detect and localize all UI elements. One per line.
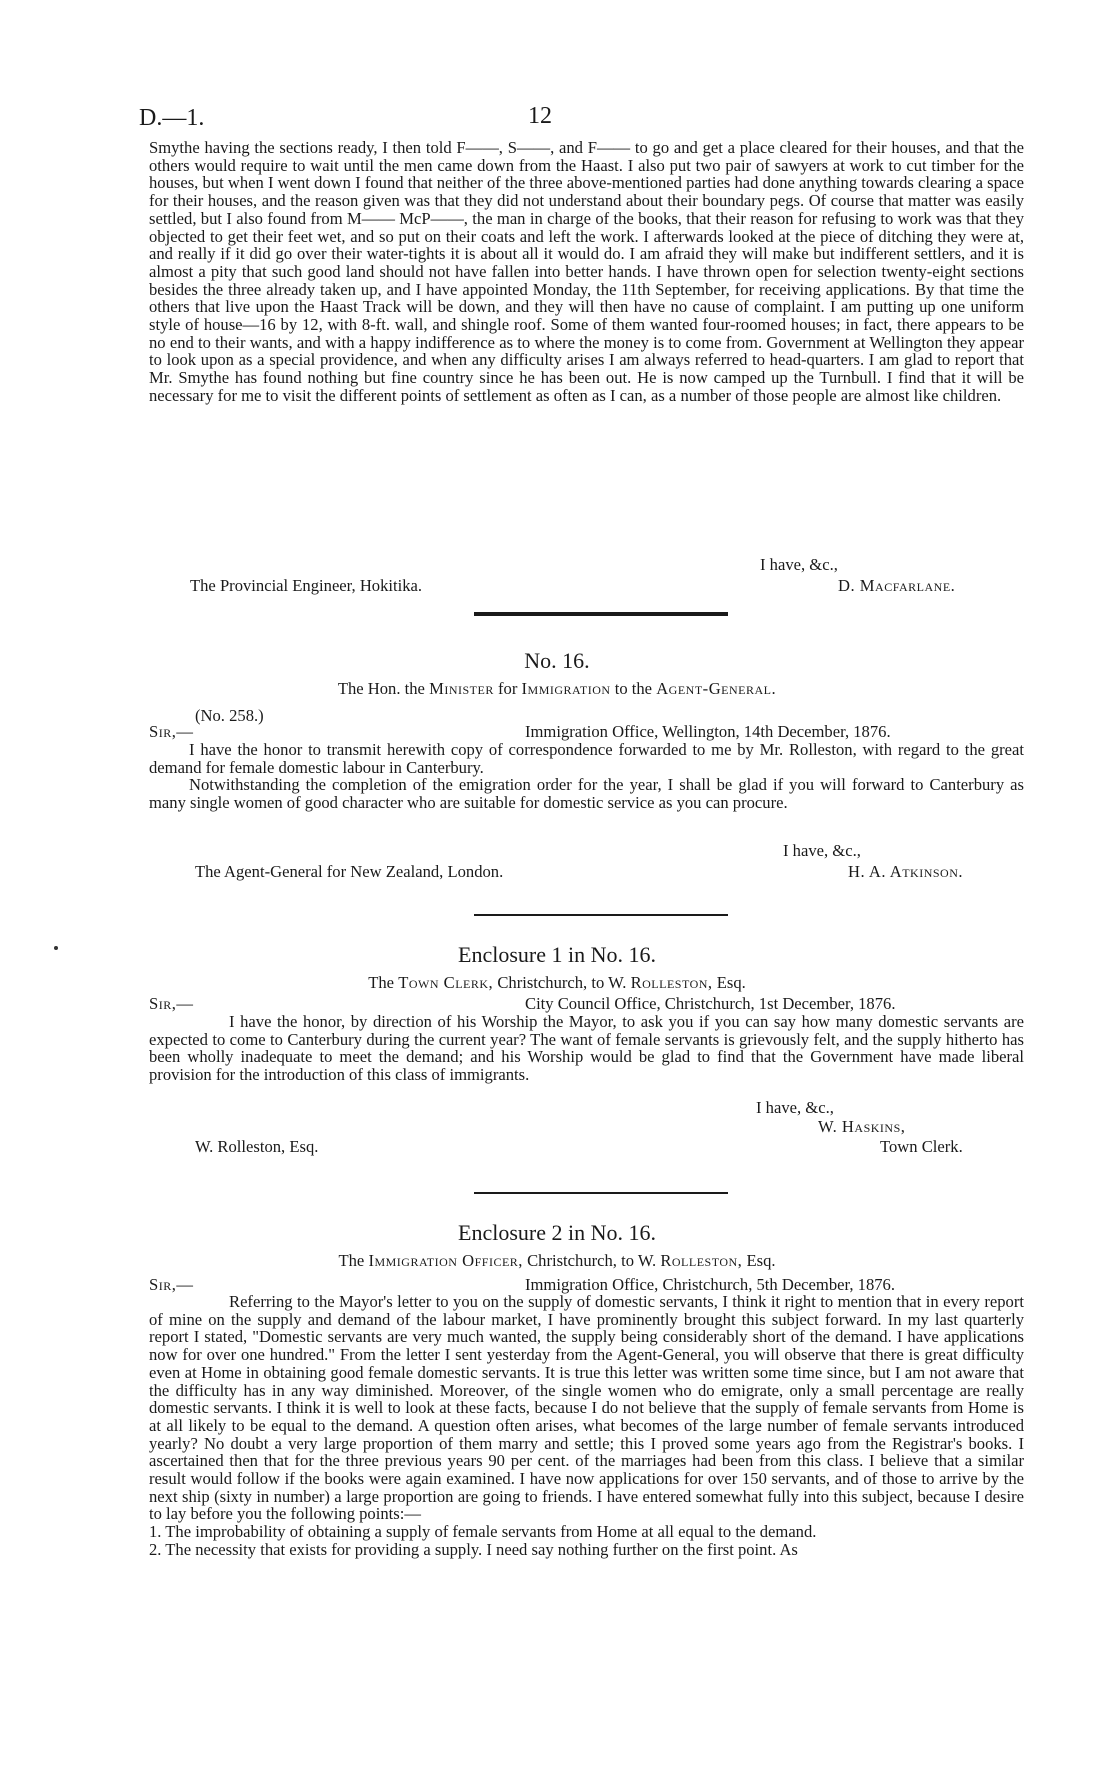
- paragraph: Notwithstanding the completion of the emigration order for the year, I shall be glad if you will forward to Canterbury as many single women of good character who are suitable for domestic service as you can procure.: [149, 775, 1024, 813]
- enclosure-2-body: [149, 1293, 1024, 1559]
- dateline: City Council Office, Christchurch, 1st December, 1876.: [525, 994, 896, 1013]
- subtitle-part: The Hon. the: [337, 679, 425, 698]
- no16-body: [149, 741, 1024, 812]
- subtitle-part: Esq.: [716, 973, 746, 992]
- closing: I have, &c.,: [783, 841, 861, 860]
- addressee: W. Rolleston, Esq.: [195, 1137, 319, 1156]
- continued-letter-paragraph: Smythe having the sections ready, I then told F——, S——, and F—— to go and get a place cleared for their houses, and that the others would require to wait until the men came down from the Haast. I also put two pair of sawyers at work to cut timber for the houses, but when I went down I found that neither of the three above-mentioned parties had done anything towards clearing a space for their houses, and the reason given was that they did not understand about their boundary pegs. Of course that matter was easily settled, but I also found from M—— McP——, the man in charge of the books, that their reason for refusing to work was that they objected to get their feet wet, and so put on their coats and left the work. I afterwards looked at the piece of ditching they were at, and really if it did go over their water-tights it is about all it would do. I am afraid they will make but indifferent settlers, and it is almost a pity that such good land should not have fallen into better hands. I have thrown open for selection twenty-eight sections besides the three already taken up, and I have appointed Monday, the 11th September, for receiving applications. By that time the others that live upon the Haast Track will be down, and they will then have no cause of complaint. I am putting up one uniform style of house—16 by 12, with 8-ft. wall, and shingle roof. Some of them wanted four-roomed houses; in fact, there appears to be no end to their wants, and with a happy indifference as to where the money is to come from. Government at Wellington they appear to look upon as a special providence, and when any difficulty arises I am always referred to head-quarters. I am glad to report that Mr. Smythe has found nothing but fine country since he has been out. He is now camped up the Turnbull. I find that it will be necessary for me to visit the different points of settlement as often as I can, as a number of those people are almost like children.: [149, 138, 1024, 405]
- subtitle-part: The: [338, 1251, 365, 1270]
- subtitle-part: to the: [614, 679, 653, 698]
- subtitle-part: for: [498, 679, 518, 698]
- paragraph: Referring to the Mayor's letter to you on the supply of domestic servants, I think it right to mention that in every report of mine on the supply and demand of the labour market, I have prominently brought this subject forward. In my last quarterly report I stated, "Domestic servants are very much wanted, the supply being considerably short of the demand. I have applications now for over one hundred." From the letter I sent yesterday from the Agent-General, you will observe that there is great difficulty even at Home in obtaining good female domestic servants. It is true this letter was written some time since, but I am not aware that the difficulty has in any way diminished. Moreover, of the single women who do emigrate, only a small percentage are really domestic servants. I think it is well to look at these facts, because I do not believe that the supply of female servants from Home is at all likely to be equal to the demand. A question often arises, what becomes of the large number of female servants introduced yearly? No doubt a very large proportion of them marry and settle; this I proved some years ago from the Registrar's books. I ascertained then that for the three previous years 90 per cent. of the marriages had been from this class. I believe that a similar result would follow if the books were again examined. I have now applications for over 150 servants, and of those to arrive by the next ship (sixty in number) a large proportion are going to friends. I have entered somewhat fully into this subject, because I desire to lay before you the following points:—: [149, 1292, 1024, 1524]
- continued-letter-body: [149, 139, 1024, 405]
- subtitle-part: Town Clerk,: [398, 973, 494, 992]
- subtitle-part: Immigration Officer,: [368, 1251, 523, 1270]
- signatory-title: Town Clerk.: [880, 1137, 963, 1156]
- subtitle-part: Esq.: [746, 1251, 776, 1270]
- section-title-enclosure-1: Enclosure 1 in No. 16.: [458, 942, 656, 967]
- closing: I have, &c.,: [756, 1098, 834, 1117]
- letter-reference-number: (No. 258.): [195, 706, 264, 725]
- salutation: Sir,—: [149, 1275, 194, 1294]
- enclosure-1-body: [149, 1013, 1024, 1084]
- addressee: The Agent-General for New Zealand, London.: [195, 862, 504, 881]
- subtitle-part: Christchurch, to W.: [527, 1251, 657, 1270]
- section-title-enclosure-2: Enclosure 2 in No. 16.: [458, 1220, 656, 1245]
- subtitle-part: Immigration: [521, 679, 611, 698]
- subtitle-part: Agent-General.: [656, 679, 777, 698]
- section-divider: [474, 1192, 728, 1194]
- document-reference: D.—1.: [139, 105, 205, 131]
- numbered-point: 2. The necessity that exists for providing a supply. I need say nothing further on the first point. As: [149, 1539, 798, 1559]
- subtitle-part: Minister: [429, 679, 494, 698]
- subtitle-part: Rolleston,: [660, 1251, 743, 1270]
- paragraph: I have the honor, by direction of his Worship the Mayor, to ask you if you can say how many domestic servants are expected to come to Canterbury during the current year? The want of female servants is grievously felt, and the supply hitherto has been wholly inadequate to meet the demand; and his Worship would be glad to find that the Government have made liberal provision for the introduction of this class of immigrants.: [149, 1012, 1024, 1085]
- dateline: Immigration Office, Wellington, 14th December, 1876.: [525, 722, 891, 741]
- section-divider: [474, 914, 728, 916]
- continued-letter-addressee: The Provincial Engineer, Hokitika.: [190, 576, 423, 595]
- section-title-no16: No. 16.: [524, 648, 590, 673]
- subtitle-part: Rolleston,: [630, 973, 713, 992]
- subtitle-part: The: [368, 973, 395, 992]
- continued-letter-closing: I have, &c.,: [760, 555, 838, 574]
- page-number: 12: [528, 103, 552, 129]
- numbered-point: 1. The improbability of obtaining a supply of female servants from Home at all equal to the demand.: [149, 1522, 817, 1542]
- section-subtitle-no16: [0, 679, 1114, 699]
- section-subtitle-enclosure-1: [0, 973, 1114, 993]
- paragraph: I have the honor to transmit herewith copy of correspondence forwarded to me by Mr. Rolleston, with regard to the great demand for female domestic labour in Canterbury.: [149, 740, 1024, 777]
- signature: W. Haskins,: [818, 1117, 906, 1136]
- signature: H. A. Atkinson.: [848, 862, 964, 881]
- subtitle-part: Christchurch, to W.: [497, 973, 627, 992]
- section-divider: [474, 612, 728, 616]
- salutation: Sir,—: [149, 994, 194, 1013]
- continued-letter-signature: D. Macfarlane.: [838, 576, 956, 595]
- salutation: Sir,—: [149, 722, 194, 741]
- section-subtitle-enclosure-2: [0, 1251, 1114, 1271]
- dateline: Immigration Office, Christchurch, 5th December, 1876.: [525, 1275, 895, 1294]
